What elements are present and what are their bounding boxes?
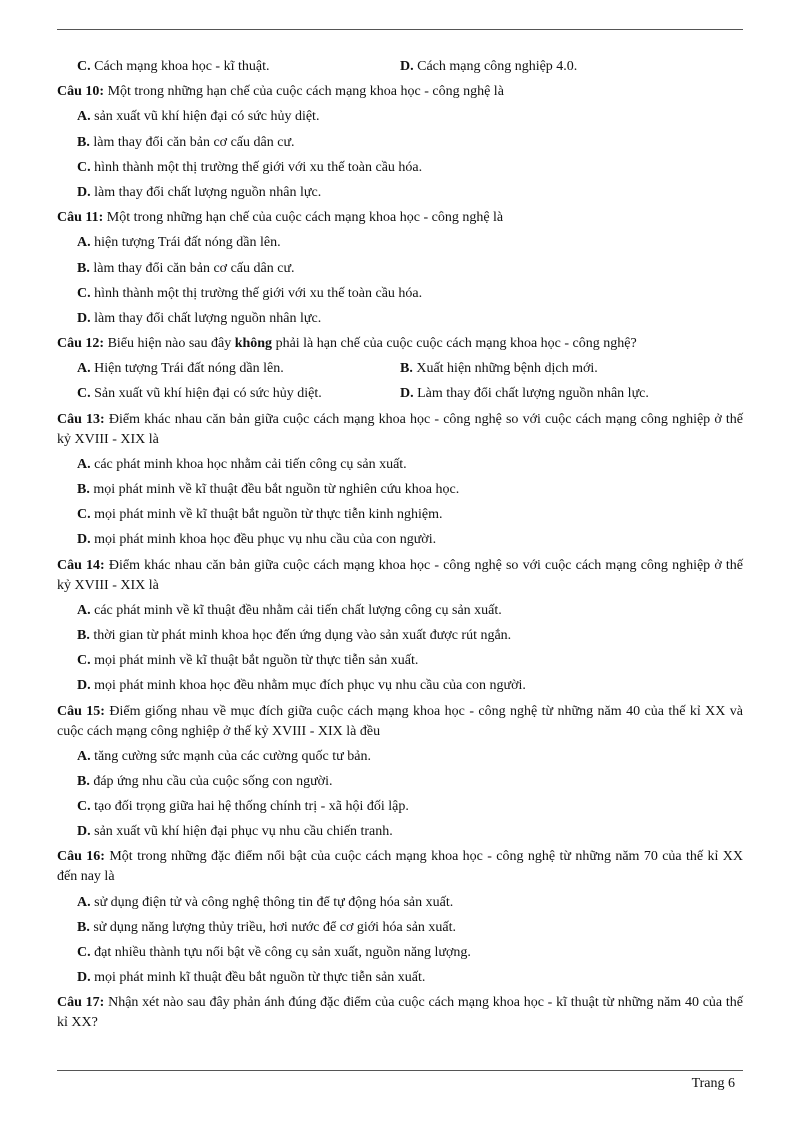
option-text: Sản xuất vũ khí hiện đại có sức hủy diệt. (94, 386, 322, 402)
option-letter: A. (77, 748, 91, 764)
option-d (57, 183, 743, 208)
options-row-cd (57, 384, 743, 409)
option-letter: C. (77, 945, 91, 960)
question-stem: Một trong những hạn chế của cuộc cách mạng khoa học - công nghệ là (107, 84, 504, 100)
option-a (77, 359, 400, 384)
option-letter: A. (77, 361, 91, 377)
option-text: các phát minh khoa học nhằm cải tiến công cụ sản xuất. (94, 456, 407, 472)
question-label: Câu 16: (57, 849, 105, 865)
option-text: mọi phát minh khoa học đều phục vụ nhu cầu của con người. (94, 532, 437, 548)
question-stem: Điểm giống nhau về mục đích giữa cuộc cách mạng khoa học - công nghệ từ những năm 40 của thế kỉ XX và cuộc cách mạng công nghiệp ở thế kỷ XVIII - XIX là đều (57, 703, 743, 739)
option-c (57, 284, 743, 309)
option-text: tạo đối trọng giữa hai hệ thống chính trị - xã hội đối lập. (94, 799, 409, 815)
question-label: Câu 12: (57, 336, 105, 352)
option-letter: D. (400, 386, 414, 402)
option-text: mọi phát minh về kĩ thuật bắt nguồn từ thực tiễn kinh nghiệm. (94, 507, 443, 523)
option-d (57, 968, 743, 993)
option-letter: B. (77, 627, 90, 643)
option-letter: C. (77, 386, 91, 402)
option-a (57, 107, 743, 132)
option-b (57, 772, 743, 797)
option-text: đáp ứng nhu cầu của cuộc sống con người. (93, 773, 333, 789)
option-text: sản xuất vũ khí hiện đại phục vụ nhu cầu chiến tranh. (94, 824, 393, 840)
question-11 (57, 208, 743, 233)
question-stem: Biểu hiện nào sau đây (107, 336, 235, 352)
option-letter: D. (77, 678, 91, 694)
option-text: mọi phát minh về kĩ thuật bắt nguồn từ thực tiễn sản xuất. (94, 653, 419, 669)
question-12 (57, 334, 743, 359)
question-15 (57, 702, 743, 747)
option-c (57, 651, 743, 676)
option-b (57, 259, 743, 284)
option-text: đạt nhiều thành tựu nổi bật về công cụ sản xuất, nguồn năng lượng. (94, 945, 471, 960)
option-a (57, 747, 743, 772)
option-letter: A. (77, 109, 91, 125)
option-d (400, 57, 723, 82)
options-row-ab (57, 359, 743, 384)
option-a (57, 455, 743, 480)
option-letter: A. (77, 602, 91, 618)
option-letter: C. (77, 799, 91, 815)
question-stem: Điểm khác nhau căn bản giữa cuộc cách mạng khoa học - công nghệ so với cuộc cách mạng công nghiệp ở thế kỷ XVIII - XIX là (57, 557, 744, 593)
option-letter: B. (77, 260, 90, 276)
option-a (57, 601, 743, 626)
question-stem: Một trong những hạn chế của cuộc cách mạng khoa học - công nghệ là (106, 210, 504, 226)
question-label: Câu 13: (57, 411, 105, 427)
option-text: mọi phát minh khoa học đều nhằm mục đích phục vụ nhu cầu của con người. (94, 678, 526, 694)
option-c (57, 158, 743, 183)
option-text: mọi phát minh kĩ thuật đều bắt nguồn từ thực tiễn sản xuất. (94, 970, 426, 986)
option-text: sử dụng điện tử và công nghệ thông tin để tự động hóa sản xuất. (94, 894, 454, 910)
header-rule (57, 29, 743, 30)
option-letter: D. (77, 184, 91, 200)
option-text: Cách mạng công nghiệp 4.0. (417, 59, 578, 74)
option-letter: D. (77, 824, 91, 840)
option-c (77, 384, 400, 409)
option-text: hiện tượng Trái đất nóng dần lên. (94, 235, 281, 251)
option-b (57, 918, 743, 943)
question-stem: Nhận xét nào sau đây phản ánh đúng đặc điểm của cuộc cách mạng khoa học - kĩ thuật từ những năm 40 của thế kỉ XX? (57, 995, 744, 1031)
option-text: tăng cường sức mạnh của các cường quốc tư bản. (94, 748, 371, 764)
option-b (57, 626, 743, 651)
option-text: Làm thay đổi chất lượng nguồn nhân lực. (417, 386, 649, 402)
option-letter: C. (77, 507, 91, 523)
option-text: hình thành một thị trường thế giới với xu thế toàn cầu hóa. (94, 285, 423, 301)
question-label: Câu 14: (57, 557, 105, 573)
option-letter: D. (77, 310, 91, 326)
option-letter: B. (77, 482, 90, 497)
option-d (57, 530, 743, 555)
option-text: hình thành một thị trường thế giới với xu thế toàn cầu hóa. (94, 159, 423, 175)
question-16 (57, 847, 743, 892)
option-text: thời gian từ phát minh khoa học đến ứng dụng vào sản xuất được rút ngắn. (93, 627, 512, 643)
option-b (57, 480, 743, 505)
carry-over-options (57, 57, 743, 82)
option-letter: B. (400, 361, 413, 377)
exam-content (57, 57, 743, 1039)
footer-rule (57, 1070, 743, 1071)
question-13 (57, 410, 743, 455)
option-text: Xuất hiện những bệnh dịch mới. (416, 361, 598, 377)
question-stem-emphasis: không (234, 336, 273, 352)
option-b (57, 133, 743, 158)
option-c (57, 797, 743, 822)
question-10 (57, 82, 743, 107)
question-label: Câu 15: (57, 703, 105, 719)
question-14 (57, 556, 743, 601)
question-label: Câu 11: (57, 210, 104, 226)
page-number: Trang 6 (691, 1076, 735, 1091)
option-c (57, 943, 743, 968)
option-letter: A. (77, 235, 91, 251)
option-text: các phát minh về kĩ thuật đều nhằm cải tiến chất lượng công cụ sản xuất. (94, 602, 502, 618)
option-a (57, 233, 743, 258)
option-letter: A. (77, 894, 91, 910)
option-text: mọi phát minh về kĩ thuật đều bắt nguồn từ nghiên cứu khoa học. (93, 482, 460, 497)
option-c (57, 505, 743, 530)
question-stem: Điểm khác nhau căn bản giữa cuộc cách mạng khoa học - công nghệ so với cuộc cách mạng công nghiệp ở thế kỷ XVIII - XIX là (57, 411, 744, 447)
option-d (400, 384, 723, 409)
option-letter: C. (77, 59, 91, 74)
option-text: làm thay đổi căn bản cơ cấu dân cư. (93, 260, 295, 276)
option-letter: D. (77, 532, 91, 548)
option-text: làm thay đổi chất lượng nguồn nhân lực. (94, 184, 322, 200)
option-c (77, 57, 400, 82)
option-letter: D. (77, 970, 91, 986)
option-text: Hiện tượng Trái đất nóng dần lên. (94, 361, 284, 377)
option-text: làm thay đổi chất lượng nguồn nhân lực. (94, 310, 322, 326)
question-17 (57, 993, 743, 1038)
option-d (57, 309, 743, 334)
option-d (57, 822, 743, 847)
option-letter: D. (400, 59, 414, 74)
option-letter: C. (77, 653, 91, 669)
option-letter: B. (77, 919, 90, 935)
option-text: Cách mạng khoa học - kĩ thuật. (94, 59, 270, 74)
option-d (57, 676, 743, 701)
question-stem: Một trong những đặc điểm nổi bật của cuộc cách mạng khoa học - công nghệ từ những năm 70 của thế kỉ XX đến nay là (57, 849, 744, 885)
option-a (57, 893, 743, 918)
question-label: Câu 10: (57, 84, 105, 100)
option-text: làm thay đổi căn bản cơ cấu dân cư. (93, 134, 295, 150)
option-letter: A. (77, 456, 91, 472)
option-b (400, 359, 723, 384)
option-letter: C. (77, 159, 91, 175)
option-letter: B. (77, 134, 90, 150)
option-text: sử dụng năng lượng thủy triều, hơi nước để cơ giới hóa sản xuất. (93, 919, 457, 935)
option-letter: B. (77, 773, 90, 789)
question-label: Câu 17: (57, 995, 105, 1011)
question-stem: phải là hạn chế của cuộc cuộc cách mạng khoa học - công nghệ? (272, 336, 637, 352)
option-letter: C. (77, 285, 91, 301)
option-text: sản xuất vũ khí hiện đại có sức hủy diệt. (94, 109, 320, 125)
